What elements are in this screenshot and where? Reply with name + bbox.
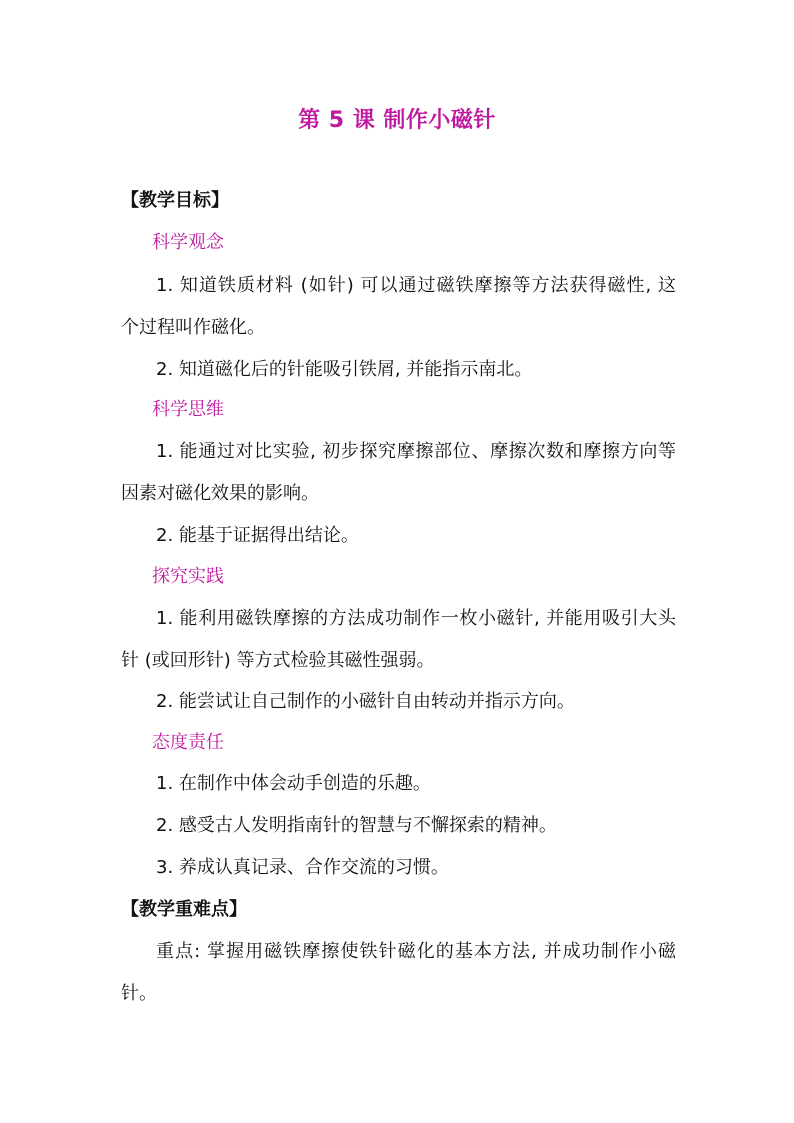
focus-line1: 重点: 掌握用磁铁摩擦使铁针磁化的基本方法, 并成功制作小磁 bbox=[156, 941, 676, 962]
attitude-item3: 3. 养成认真记录、合作交流的习惯。 bbox=[156, 857, 449, 878]
concepts-item1-line1: 1. 知道铁质材料 (如针) 可以通过磁铁摩擦等方法获得磁性, 这 bbox=[156, 275, 676, 296]
concepts-item1-line2: 个过程叫作磁化。 bbox=[121, 317, 265, 338]
practice-item1-line2: 针 (或回形针) 等方式检验其磁性强弱。 bbox=[121, 650, 435, 671]
thinking-item1-line2: 因素对磁化效果的影响。 bbox=[121, 483, 319, 504]
practice-label: 探究实践 bbox=[152, 566, 224, 587]
thinking-item2: 2. 能基于证据得出结论。 bbox=[156, 525, 359, 546]
lesson-title: 第 5 课 制作小磁针 bbox=[298, 108, 496, 133]
attitude-item1: 1. 在制作中体会动手创造的乐趣。 bbox=[156, 773, 431, 794]
attitude-item2: 2. 感受古人发明指南针的智慧与不懈探索的精神。 bbox=[156, 815, 557, 836]
practice-item1-line1: 1. 能利用磁铁摩擦的方法成功制作一枚小磁针, 并能用吸引大头 bbox=[156, 608, 676, 629]
attitude-label: 态度责任 bbox=[152, 732, 224, 753]
thinking-item1-line1: 1. 能通过对比实验, 初步探究摩擦部位、摩擦次数和摩擦方向等 bbox=[156, 441, 676, 462]
focus-line2: 针。 bbox=[121, 983, 157, 1004]
objectives-heading: 【教学目标】 bbox=[121, 190, 229, 211]
key-points-heading: 【教学重难点】 bbox=[121, 899, 247, 920]
thinking-label: 科学思维 bbox=[152, 399, 224, 420]
practice-item2: 2. 能尝试让自己制作的小磁针自由转动并指示方向。 bbox=[156, 691, 575, 712]
concepts-label: 科学观念 bbox=[152, 232, 224, 253]
concepts-item2: 2. 知道磁化后的针能吸引铁屑, 并能指示南北。 bbox=[156, 359, 533, 380]
